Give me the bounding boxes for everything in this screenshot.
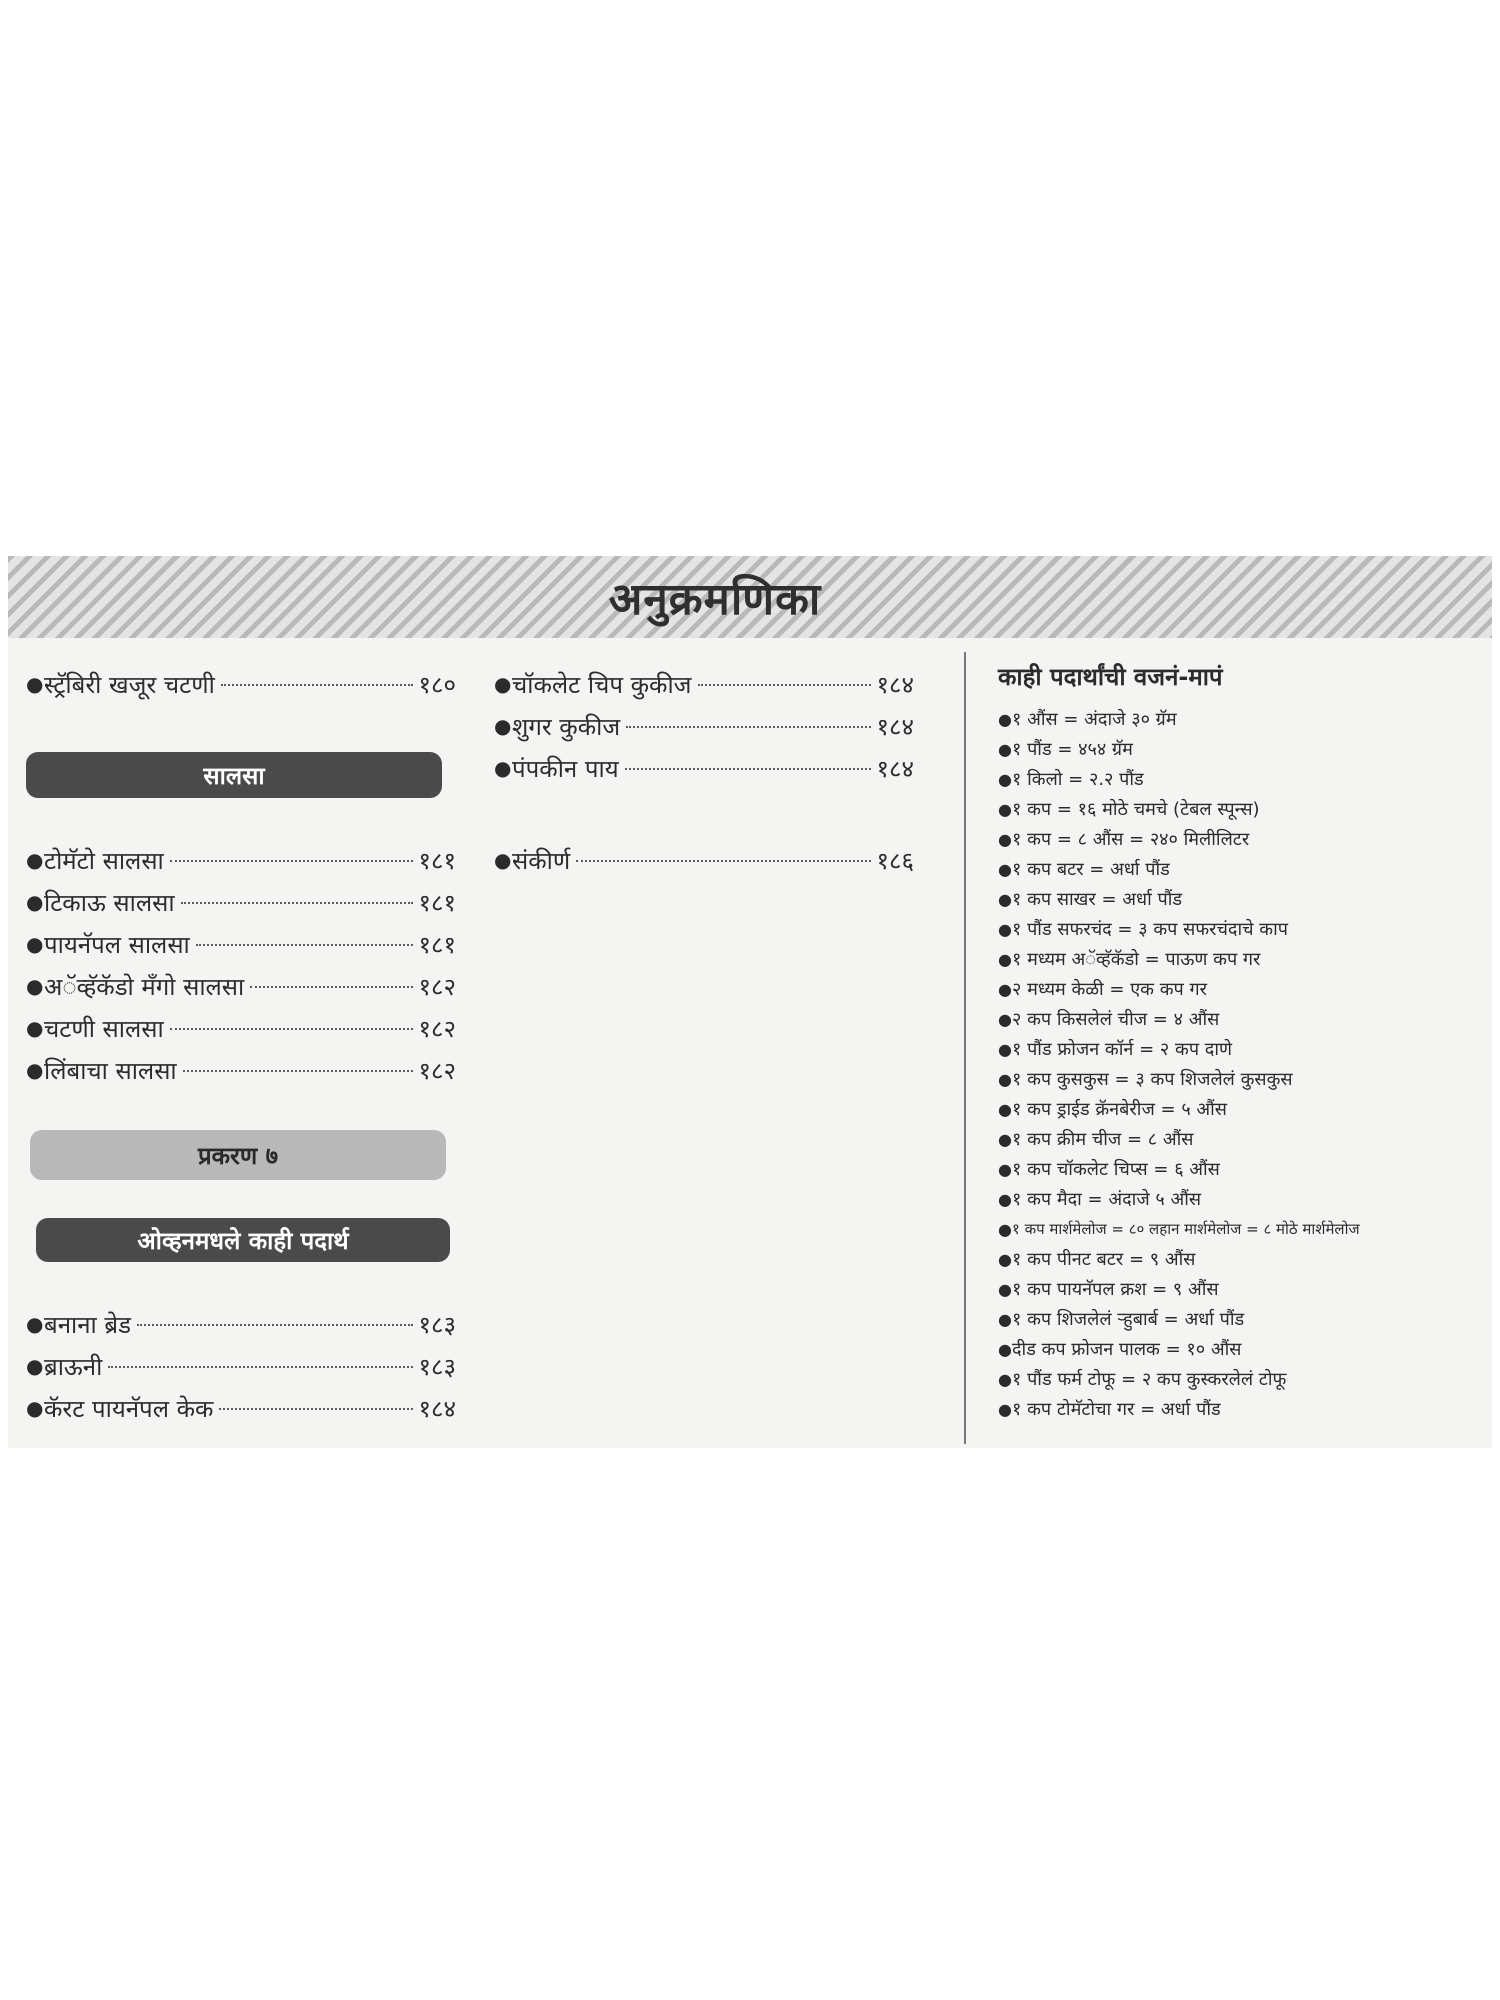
conversion-item <box>998 704 1177 734</box>
bullet-icon: ● <box>998 1249 1012 1269</box>
bullet-icon: ● <box>26 974 44 998</box>
bullet-icon: ● <box>998 1309 1012 1329</box>
bullet-icon: ● <box>26 1396 44 1420</box>
conversion-item <box>998 1214 1360 1244</box>
page-title: अनुक्रमणिका <box>608 574 822 625</box>
bullet-icon: ● <box>998 1009 1012 1029</box>
dot-leader <box>108 1346 412 1368</box>
conversion-text: १ कप = १६ मोठे चमचे (टेबल स्पून्स) <box>1012 799 1260 820</box>
conversion-text: १ मध्यम अॅव्हॅकॅडो = पाऊण कप गर <box>1012 949 1261 970</box>
bullet-icon: ● <box>998 1339 1012 1359</box>
column-divider <box>964 652 966 1444</box>
conversion-text: १ किलो = २.२ पौंड <box>1012 769 1144 790</box>
bullet-icon: ● <box>998 1399 1012 1419</box>
dot-leader <box>250 966 412 988</box>
conversion-text: १ कप साखर = अर्धा पौंड <box>1012 889 1183 910</box>
bullet-icon: ● <box>998 829 1012 849</box>
conversion-text: १ कप शिजलेलं ऱ्हुबार्ब = अर्धा पौंड <box>1012 1309 1245 1330</box>
bullet-icon: ● <box>26 890 44 914</box>
conversion-text: १ कप टोमॅटोचा गर = अर्धा पौंड <box>1012 1399 1221 1420</box>
section-heading-oven: ओव्हनमधले काही पदार्थ <box>36 1218 450 1262</box>
conversion-text: २ कप किसलेलं चीज = ४ औंस <box>1012 1009 1220 1030</box>
conversion-item <box>998 1034 1232 1064</box>
entry-page: १८४ <box>876 712 914 741</box>
bullet-icon: ● <box>998 1159 1012 1179</box>
index-entry <box>494 840 914 880</box>
dot-leader <box>170 1008 413 1030</box>
conversion-text: १ कप पीनट बटर = ९ औंस <box>1012 1249 1196 1270</box>
entry-title: चटणी सालसा <box>44 1014 164 1043</box>
conversion-item <box>998 1274 1219 1304</box>
conversion-item <box>998 1064 1293 1094</box>
bullet-icon: ● <box>26 672 44 696</box>
bullet-icon: ● <box>998 709 1012 729</box>
index-entry <box>494 748 914 788</box>
conversion-text: १ कप मार्शमेलोज = ८० लहान मार्शमेलोज = ८ मोठे मार्शमेलोज <box>1012 1220 1360 1238</box>
conversion-item <box>998 1004 1219 1034</box>
entry-title: शुगर कुकीज <box>512 712 621 741</box>
conversion-text: १ पौंड फ्रोजन कॉर्न = २ कप दाणे <box>1012 1039 1233 1060</box>
entry-page: १८२ <box>418 1056 456 1085</box>
conversion-text: १ कप मैदा = अंदाजे ५ औंस <box>1012 1189 1202 1210</box>
entry-page: १८३ <box>418 1310 456 1339</box>
conversion-item <box>998 824 1249 854</box>
entry-title: पंपकीन पाय <box>512 754 619 783</box>
index-entry <box>26 840 456 880</box>
conversion-item <box>998 854 1170 884</box>
index-entry <box>26 924 456 964</box>
conversion-item <box>998 1334 1241 1364</box>
entry-title: कॅरट पायनॅपल केक <box>44 1394 214 1423</box>
conversion-item <box>998 1184 1201 1214</box>
entry-title: चॉकलेट चिप कुकीज <box>512 670 692 699</box>
bullet-icon: ● <box>998 799 1012 819</box>
conversion-item <box>998 974 1207 1004</box>
bullet-icon: ● <box>26 1058 44 1082</box>
entry-page: १८१ <box>418 930 456 959</box>
conversion-text: १ कप ड्राईड क्रॅनबेरीज = ५ औंस <box>1012 1099 1227 1120</box>
entry-page: १८२ <box>418 972 456 1001</box>
dot-leader <box>170 840 413 862</box>
bullet-icon: ● <box>998 859 1012 879</box>
conversion-item <box>998 1094 1227 1124</box>
conversions-heading: काही पदार्थांची वजनं-मापं <box>998 663 1223 691</box>
conversion-text: १ कप चॉकलेट चिप्स = ६ औंस <box>1012 1159 1220 1180</box>
conversion-item <box>998 884 1182 914</box>
conversion-text: १ पौंड सफरचंद = ३ कप सफरचंदाचे काप <box>1012 919 1289 940</box>
bullet-icon: ● <box>998 889 1012 909</box>
conversion-item <box>998 1304 1244 1334</box>
conversion-text: १ पौंड फर्म टोफू = २ कप कुस्करलेलं टोफू <box>1012 1369 1287 1390</box>
bullet-icon: ● <box>26 1312 44 1336</box>
index-entry <box>26 1388 456 1428</box>
bullet-icon: ● <box>998 1039 1012 1059</box>
bullet-icon: ● <box>26 1016 44 1040</box>
index-entry <box>26 1304 456 1344</box>
bullet-icon: ● <box>998 1369 1012 1389</box>
conversion-text: १ औंस = अंदाजे ३० ग्रॅम <box>1012 709 1177 730</box>
entry-title: बनाना ब्रेड <box>44 1310 131 1339</box>
dot-leader <box>137 1304 413 1326</box>
bullet-icon: ● <box>494 672 512 696</box>
dot-leader <box>576 840 870 862</box>
bullet-icon: ● <box>26 932 44 956</box>
conversion-text: १ कप = ८ औंस = २४० मिलीलिटर <box>1012 829 1250 850</box>
entry-title: पायनॅपल सालसा <box>44 930 190 959</box>
chapter-label: प्रकरण ७ <box>30 1130 446 1180</box>
entry-title: स्ट्रॅबिरी खजूर चटणी <box>44 670 215 699</box>
conversion-text: २ मध्यम केळी = एक कप गर <box>1012 979 1207 1000</box>
bullet-icon: ● <box>998 979 1012 999</box>
conversion-item <box>998 1244 1195 1274</box>
entry-page: १८३ <box>418 1352 456 1381</box>
conversion-item <box>998 1154 1220 1184</box>
bullet-icon: ● <box>494 848 512 872</box>
dot-leader <box>626 706 870 728</box>
entry-page: १८४ <box>876 670 914 699</box>
bullet-icon: ● <box>998 769 1012 789</box>
bullet-icon: ● <box>998 1129 1012 1149</box>
bullet-icon: ● <box>998 1219 1012 1239</box>
index-entry <box>26 1008 456 1048</box>
section-heading-salsa: सालसा <box>26 752 442 798</box>
index-entry <box>494 706 914 746</box>
entry-title: अॅव्हॅकॅडो मॅंगो सालसा <box>44 972 245 1001</box>
conversion-text: १ कप कुसकुस = ३ कप शिजलेलं कुसकुस <box>1012 1069 1293 1090</box>
conversion-text: १ कप क्रीम चीज = ८ औंस <box>1012 1129 1194 1150</box>
entry-page: १८१ <box>418 888 456 917</box>
entry-page: १८४ <box>418 1394 456 1423</box>
entry-page: १८० <box>418 670 456 699</box>
index-entry <box>494 664 914 704</box>
bullet-icon: ● <box>998 739 1012 759</box>
conversion-item <box>998 734 1133 764</box>
dot-leader <box>698 664 871 686</box>
entry-page: १८२ <box>418 1014 456 1043</box>
conversion-item <box>998 914 1288 944</box>
entry-title: संकीर्ण <box>512 846 571 875</box>
dot-leader <box>181 882 413 904</box>
bullet-icon: ● <box>998 949 1012 969</box>
entry-page: १८४ <box>876 754 914 783</box>
dot-leader <box>183 1050 413 1072</box>
conversion-item <box>998 944 1260 974</box>
conversion-text: १ कप पायनॅपल क्रश = ९ औंस <box>1012 1279 1219 1300</box>
dot-leader <box>196 924 413 946</box>
conversion-item <box>998 1394 1221 1424</box>
dot-leader <box>221 664 413 686</box>
bullet-icon: ● <box>998 1069 1012 1089</box>
bullet-icon: ● <box>998 1099 1012 1119</box>
index-entry <box>26 1050 456 1090</box>
bullet-icon: ● <box>26 848 44 872</box>
dot-leader <box>625 748 871 770</box>
bullet-icon: ● <box>494 714 512 738</box>
bullet-icon: ● <box>998 1279 1012 1299</box>
conversion-text: दीड कप फ्रोजन पालक = १० औंस <box>1012 1339 1242 1360</box>
conversion-item <box>998 764 1144 794</box>
entry-title: टोमॅटो सालसा <box>44 846 164 875</box>
entry-title: टिकाऊ सालसा <box>44 888 175 917</box>
index-entry <box>26 966 456 1006</box>
index-entry <box>26 882 456 922</box>
entry-page: १८१ <box>418 846 456 875</box>
conversion-item <box>998 1124 1193 1154</box>
entry-title: लिंबाचा सालसा <box>44 1056 177 1085</box>
conversion-text: १ कप बटर = अर्धा पौंड <box>1012 859 1170 880</box>
conversion-text: १ पौंड = ४५४ ग्रॅम <box>1012 739 1133 760</box>
bullet-icon: ● <box>494 756 512 780</box>
conversion-item <box>998 794 1260 824</box>
index-entry <box>26 1346 456 1386</box>
index-entry <box>26 664 456 704</box>
dot-leader <box>219 1388 412 1410</box>
entry-title: ब्राऊनी <box>44 1352 103 1381</box>
entry-page: १८६ <box>876 846 914 875</box>
bullet-icon: ● <box>26 1354 44 1378</box>
bullet-icon: ● <box>998 1189 1012 1209</box>
conversion-item <box>998 1364 1286 1394</box>
bullet-icon: ● <box>998 919 1012 939</box>
